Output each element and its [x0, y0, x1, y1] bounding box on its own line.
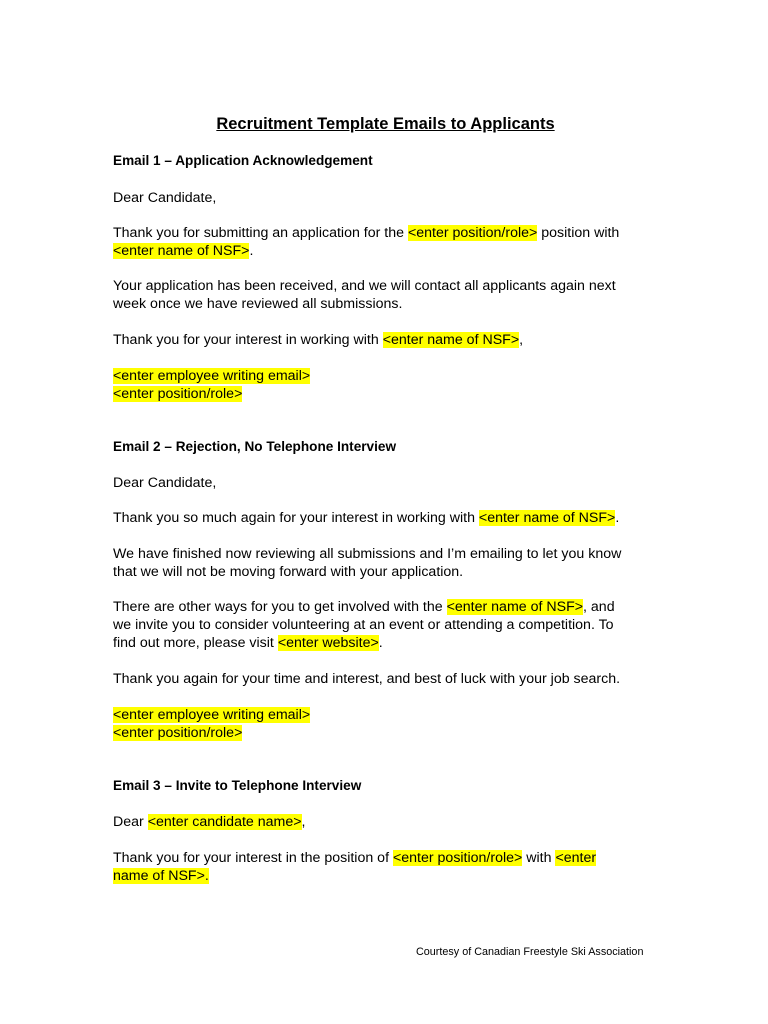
- email1-signature: [113, 367, 658, 403]
- email3-greeting: [113, 813, 658, 831]
- placeholder-highlight: <enter name of NSF>: [446, 599, 584, 615]
- placeholder-highlight: <enter website>: [277, 635, 379, 651]
- email3-paragraph-1: [113, 849, 658, 885]
- text: , and: [583, 599, 615, 615]
- text: with: [522, 850, 556, 866]
- email2-paragraph-1: [113, 509, 658, 527]
- placeholder-highlight: <enter position/role>: [113, 386, 243, 402]
- email3-heading: Email 3 – Invite to Telephone Interview: [113, 778, 362, 793]
- text: ,: [519, 332, 524, 348]
- email2-signature: [113, 706, 658, 742]
- text: Thank you for your interest in working with: [113, 332, 383, 348]
- email2-paragraph-2: [113, 545, 658, 581]
- email2-paragraph-3: [113, 598, 658, 652]
- placeholder-highlight: <enter position/role>: [407, 225, 538, 241]
- placeholder-highlight: <enter name of NSF>: [382, 332, 520, 348]
- email1-paragraph-1: [113, 224, 658, 260]
- text: Thank you for submitting an application for the: [113, 225, 408, 241]
- email1-heading: Email 1 – Application Acknowledgement: [113, 153, 373, 168]
- placeholder-highlight: <enter name of NSF>: [113, 243, 250, 259]
- footer-credit: Courtesy of Canadian Freestyle Ski Association: [416, 946, 644, 958]
- placeholder-highlight: <enter: [555, 850, 597, 866]
- text: Your application has been received, and we will contact all applicants again next: [113, 278, 616, 294]
- text: Dear: [113, 814, 148, 830]
- text: .: [615, 510, 620, 526]
- text: ,: [301, 814, 306, 830]
- text: find out more, please visit: [113, 635, 278, 651]
- text: Thank you for your interest in the position of: [113, 850, 393, 866]
- email2-greeting: Dear Candidate,: [113, 475, 217, 491]
- email1-greeting: Dear Candidate,: [113, 190, 217, 206]
- placeholder-highlight: <enter position/role>: [113, 725, 243, 741]
- placeholder-highlight: name of NSF>.: [113, 868, 209, 884]
- text: Thank you so much again for your interest in working with: [113, 510, 479, 526]
- document-title: Recruitment Template Emails to Applicants: [216, 115, 555, 133]
- email2-heading: Email 2 – Rejection, No Telephone Interview: [113, 439, 397, 454]
- placeholder-highlight: <enter candidate name>: [147, 814, 302, 830]
- placeholder-highlight: <enter position/role>: [392, 850, 523, 866]
- email1-paragraph-3: [113, 331, 658, 349]
- text: position with: [537, 225, 620, 241]
- text: we invite you to consider volunteering at an event or attending a competition. To: [113, 617, 614, 633]
- placeholder-highlight: <enter employee writing email>: [113, 707, 311, 723]
- text: that we will not be moving forward with your application.: [113, 564, 464, 580]
- email2-paragraph-4: Thank you again for your time and interest, and best of luck with your job search.: [113, 671, 621, 687]
- text: .: [249, 243, 254, 259]
- placeholder-highlight: <enter employee writing email>: [113, 368, 311, 384]
- placeholder-highlight: <enter name of NSF>: [478, 510, 616, 526]
- text: We have finished now reviewing all submissions and I’m emailing to let you know: [113, 546, 622, 562]
- text: There are other ways for you to get involved with the: [113, 599, 447, 615]
- text: week once we have reviewed all submissions.: [113, 296, 403, 312]
- email1-paragraph-2: [113, 277, 658, 313]
- text: .: [378, 635, 383, 651]
